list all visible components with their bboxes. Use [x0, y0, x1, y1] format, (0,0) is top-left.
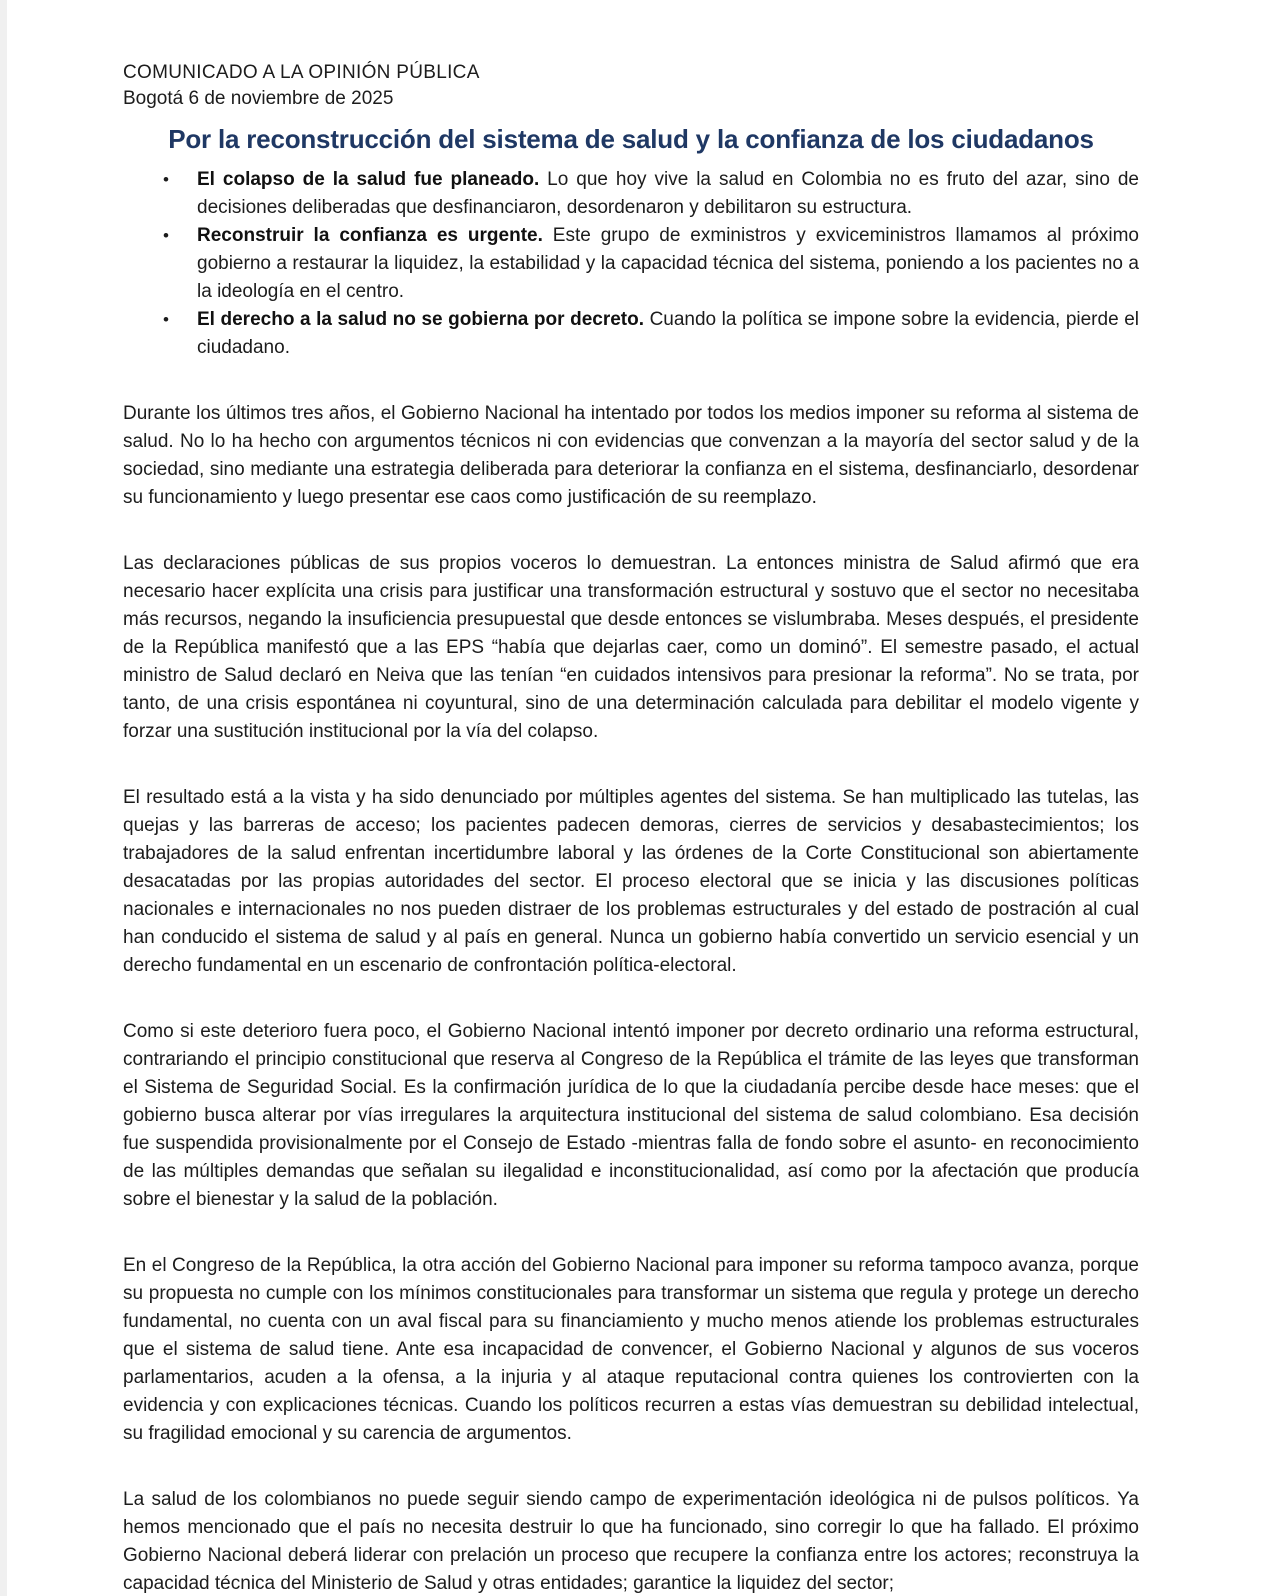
bullet-marker: • [163, 226, 169, 245]
bullet-lead: El derecho a la salud no se gobierna por decreto. [197, 309, 645, 330]
document-header [123, 60, 1139, 156]
paragraph: El resultado está a la vista y ha sido denunciado por múltiples agentes del sistema. Se han multiplicado las tutelas, las quejas y las barreras de acceso; los pacientes padecen demoras, cierres de servicios y desabastecimientos; los trabajadores de la salud enfrentan incertidumbre laboral y las órdenes de la Corte Constitucional son abiertamente desacatadas por las propias autoridades del sector. El proceso electoral que se inicia y las discusiones políticas nacionales e internacionales no nos pueden distraer de los problemas estructurales y del estado de postración al cual han conducido el sistema de salud y al país en general. Nunca un gobierno había convertido un servicio esencial y un derecho fundamental en un escenario de confrontación política-electoral. [123, 787, 1139, 976]
page-title: Por la reconstrucción del sistema de salud y la confianza de los ciudadanos [168, 124, 1094, 154]
key-points-list [123, 166, 1139, 362]
bullet-text: Cuando la política se impone sobre la evidencia, pierde el ciudadano. [197, 309, 1139, 358]
paragraph: Como si este deterioro fuera poco, el Gobierno Nacional intentó imponer por decreto ordinario una reforma estructural, contrariando el principio constitucional que reserva al Congreso de la República el trámite de las leyes que transforman el Sistema de Seguridad Social. Es la confirmación jurídica de lo que la ciudadanía percibe desde hace meses: que el gobierno busca alterar por vías irregulares la arquitectura institucional del sistema de salud colombiano. Esa decisión fue suspendida provisionalmente por el Consejo de Estado -mientras falla de fondo sobre el asunto- en reconocimiento de las múltiples demandas que señalan su ilegalidad e inconstitucionalidad, así como por la afectación que producía sobre el bienestar y la salud de la población. [123, 1021, 1139, 1210]
document-kicker: COMUNICADO A LA OPINIÓN PÚBLICA [123, 62, 480, 83]
paragraph: En el Congreso de la República, la otra acción del Gobierno Nacional para imponer su reforma tampoco avanza, porque su propuesta no cumple con los mínimos constitucionales para transformar un sistema que regula y protege un derecho fundamental, no cuenta con un aval fiscal para su financiamiento y mucho menos atiende los problemas estructurales que el sistema de salud tiene. Ante esa incapacidad de convencer, el Gobierno Nacional y algunos de sus voceros parlamentarios, acuden a la ofensa, a la injuria y al ataque reputacional contra quienes los controvierten con la evidencia y con explicaciones técnicas. Cuando los políticos recurren a estas vías demuestran su debilidad intelectual, su fragilidad emocional y su carencia de argumentos. [123, 1255, 1139, 1444]
bullet-text: Este grupo de exministros y exviceministros llamamos al próximo gobierno a restaurar la liquidez, la estabilidad y la capacidad técnica del sistema, poniendo a los pacientes no a la ideología en el centro. [197, 225, 1139, 302]
document-body [123, 400, 1139, 1596]
bullet-marker: • [163, 170, 169, 189]
bullet-text: Lo que hoy vive la salud en Colombia no es fruto del azar, sino de decisiones deliberadas que desfinanciaron, desordenaron y debilitaron su estructura. [197, 169, 1139, 218]
document-dateline: Bogotá 6 de noviembre de 2025 [123, 88, 394, 109]
scan-edge-artifact [0, 0, 7, 1596]
bullet-lead: El colapso de la salud fue planeado. [197, 169, 540, 190]
bullet-item [123, 166, 1139, 222]
paragraph: La salud de los colombianos no puede seguir siendo campo de experimentación ideológica ni de pulsos políticos. Ya hemos mencionado que el país no necesita destruir lo que ha funcionado, sino corregir lo que ha fallado. El próximo Gobierno Nacional deberá liderar con prelación un proceso que recupere la confianza entre los actores; reconstruya la capacidad técnica del Ministerio de Salud y otras entidades; garantice la liquidez del sector; [123, 1489, 1139, 1594]
bullet-item [123, 222, 1139, 306]
bullet-marker: • [163, 310, 169, 329]
bullet-item [123, 306, 1139, 362]
bullet-lead: Reconstruir la confianza es urgente. [197, 225, 543, 246]
paragraph: Durante los últimos tres años, el Gobierno Nacional ha intentado por todos los medios imponer su reforma al sistema de salud. No lo ha hecho con argumentos técnicos ni con evidencias que convenzan a la mayoría del sector salud y de la sociedad, sino mediante una estrategia deliberada para deteriorar la confianza en el sistema, desfinanciarlo, desordenar su funcionamiento y luego presentar ese caos como justificación de su reemplazo. [123, 403, 1139, 508]
paragraph: Las declaraciones públicas de sus propios voceros lo demuestran. La entonces ministra de Salud afirmó que era necesario hacer explícita una crisis para justificar una transformación estructural y sostuvo que el sector no necesitaba más recursos, negando la insuficiencia presupuestal que desde entonces se vislumbraba. Meses después, el presidente de la República manifestó que a las EPS “había que dejarlas caer, como un dominó”. El semestre pasado, el actual ministro de Salud declaró en Neiva que las tenían “en cuidados intensivos para presionar la reforma”. No se trata, por tanto, de una crisis espontánea ni coyuntural, sino de una determinación calculada para debilitar el modelo vigente y forzar una sustitución institucional por la vía del colapso. [123, 553, 1139, 742]
